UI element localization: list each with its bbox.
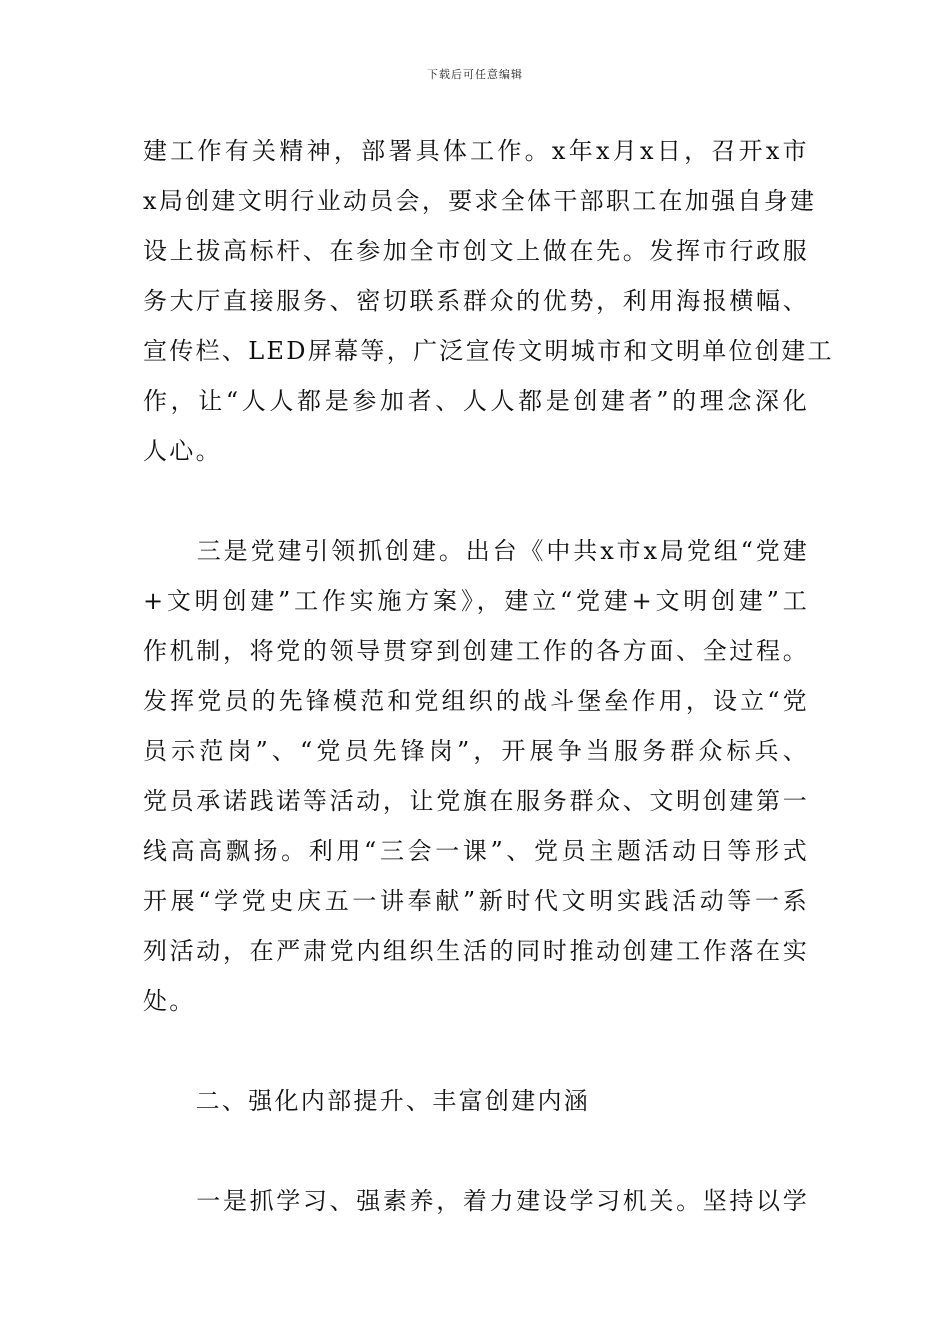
text-line: x局创建文明行业动员会，要求全体干部职工在加强自身建 — [143, 187, 817, 215]
paragraph-3 — [143, 1176, 809, 1226]
text-line: 宣传栏、LED屏幕等，广泛宣传文明城市和文明单位创建工 — [143, 337, 834, 365]
text-line: 处。 — [143, 987, 196, 1015]
paragraph-spacer — [143, 1126, 809, 1176]
text-line: 开展“学党史庆五一讲奉献”新时代文明实践活动等一系 — [143, 887, 809, 915]
paragraph-1 — [143, 126, 834, 476]
heading-line: 二、强化内部提升、丰富创建内涵 — [143, 1087, 591, 1115]
document-body — [143, 126, 834, 1226]
text-line: 列活动，在严肃党内组织生活的同时推动创建工作落在实 — [143, 937, 809, 965]
paragraph-spacer — [143, 1026, 809, 1076]
text-line: 人心。 — [143, 437, 222, 465]
paragraph-2 — [143, 526, 809, 1026]
text-line: 作，让“人人都是参加者、人人都是创建者”的理念深化 — [143, 387, 809, 415]
text-line: 建工作有关精神，部署具体工作。x年x月x日，召开x市 — [143, 137, 809, 165]
text-line: 线高高飘扬。利用“三会一课”、党员主题活动日等形式 — [143, 837, 809, 865]
text-line: 作机制，将党的领导贯穿到创建工作的各方面、全过程。 — [143, 637, 809, 665]
section-heading — [143, 1076, 809, 1126]
text-line: 党员承诺践诺等活动，让党旗在服务群众、文明创建第一 — [143, 787, 809, 815]
text-line: +文明创建”工作实施方案》，建立“党建+文明创建”工 — [143, 587, 809, 615]
text-line: 设上拔高标杆、在参加全市创文上做在先。发挥市行政服 — [143, 237, 809, 265]
text-line: 员示范岗”、“党员先锋岗”，开展争当服务群众标兵、 — [143, 737, 809, 765]
text-line: 务大厅直接服务、密切联系群众的优势，利用海报横幅、 — [143, 287, 809, 315]
text-line: 一是抓学习、强素养，着力建设学习机关。坚持以学 — [143, 1187, 809, 1215]
text-line: 发挥党员的先锋模范和党组织的战斗堡垒作用，设立“党 — [143, 687, 809, 715]
paragraph-spacer — [143, 476, 809, 526]
page-header: 下载后可任意编辑 — [427, 68, 523, 81]
text-line: 三是党建引领抓创建。出台《中共x市x局党组“党建 — [143, 537, 809, 565]
